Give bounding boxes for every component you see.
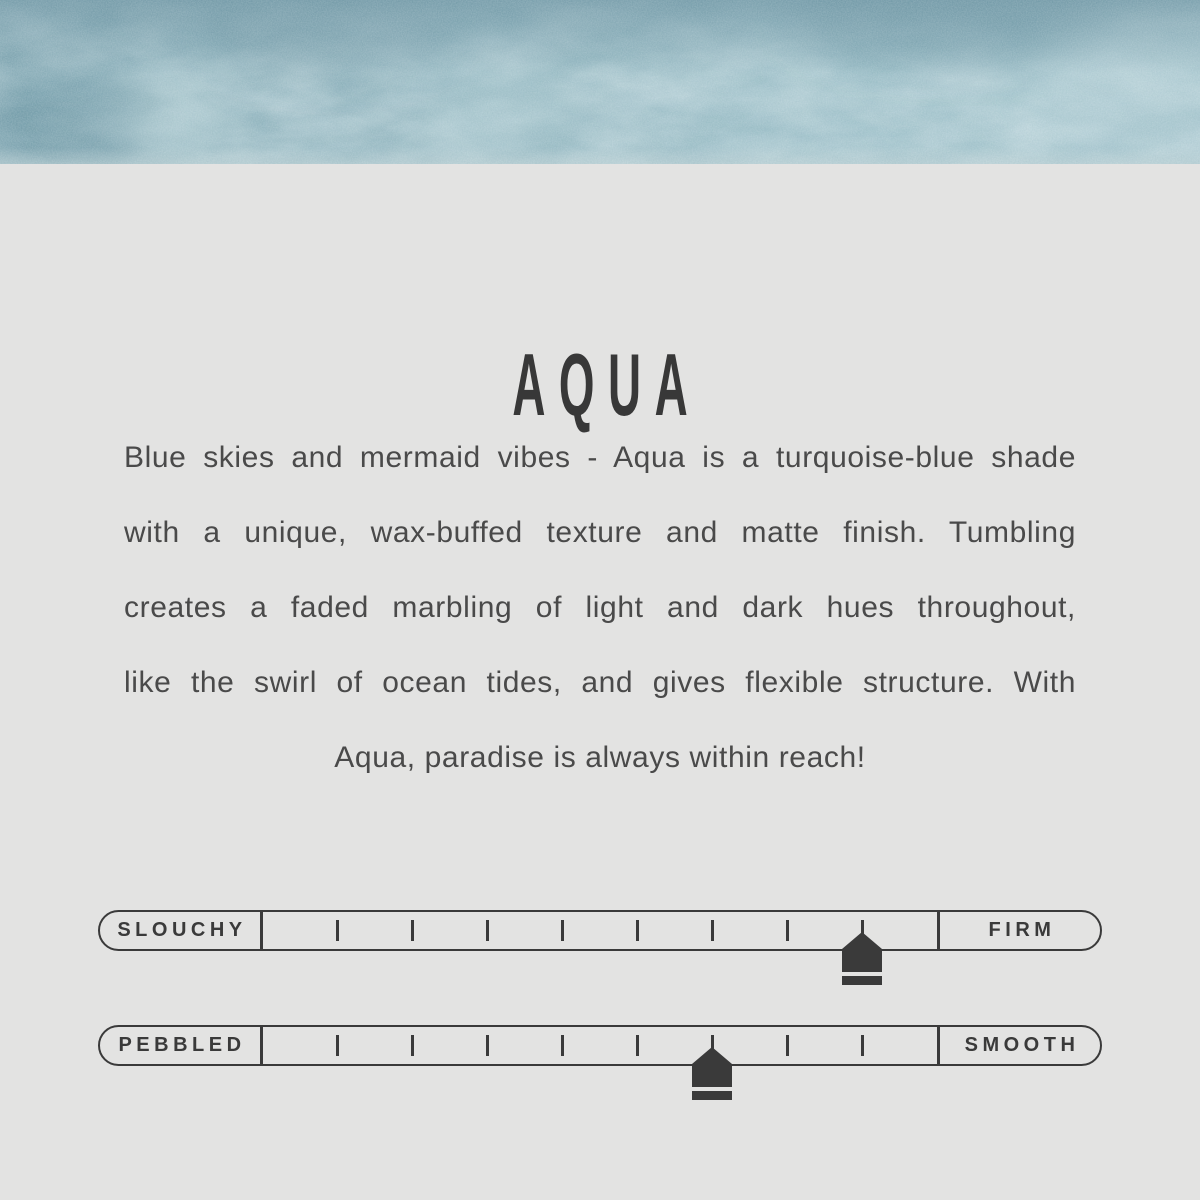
leather-texture-image [0,0,1200,164]
scale-left-cap [100,912,263,949]
scale-tick [486,920,489,941]
scale-tick [786,1035,789,1056]
color-description [124,420,1076,795]
scale-right-cap [937,1027,1100,1064]
scale-tick [861,1035,864,1056]
scale-tick [711,1035,714,1056]
scale-tick [636,920,639,941]
description-line: like the swirl of ocean tides, and gives flexible structure. With [124,666,1076,699]
description-line: Blue skies and mermaid vibes - Aqua is a turquoise-blue shade [124,441,1076,474]
scale-tick [561,920,564,941]
scale-tick [861,920,864,941]
scale-tick [411,1035,414,1056]
scale-right-label: SMOOTH [964,1034,1080,1056]
scale-left-label: PEBBLED [118,1034,246,1056]
color-name-title: AQUA [512,334,702,434]
scale-tick [561,1035,564,1056]
scale-right-cap [937,912,1100,949]
texture-scale-pebbled-smooth [98,1025,1102,1066]
scale-tick [411,920,414,941]
scale-tick [636,1035,639,1056]
description-line: creates a faded marbling of light and dark hues throughout, [124,591,1076,624]
description-line: Aqua, paradise is always within reach! [334,741,866,774]
description-line: with a unique, wax-buffed texture and matte finish. Tumbling [124,516,1076,549]
scale-tick [786,920,789,941]
leather-texture-banner [0,0,1200,164]
scale-tick [336,920,339,941]
structure-scale-slouchy-firm [98,910,1102,951]
scale-tick [711,920,714,941]
scale-left-cap [100,1027,263,1064]
scale-tick [486,1035,489,1056]
scale-left-label: SLOUCHY [117,919,247,941]
scale-right-label: FIRM [988,919,1056,941]
scale-tick [336,1035,339,1056]
